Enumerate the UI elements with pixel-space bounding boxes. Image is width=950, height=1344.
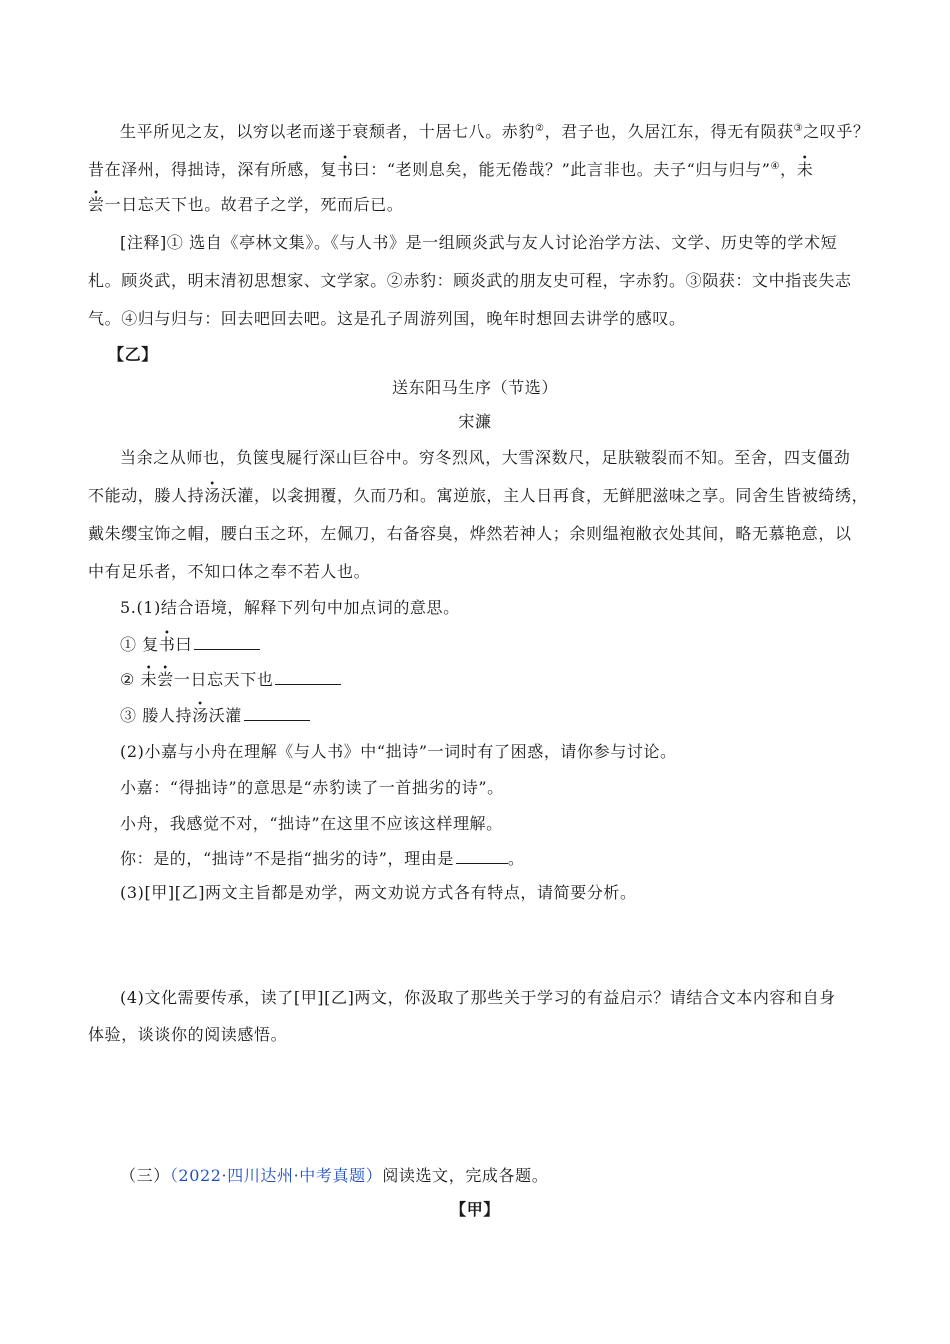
dotted-word: 未	[140, 670, 158, 689]
yi-author: 宋濂	[458, 412, 492, 431]
q5-xiaojia: 小嘉：“得拙诗”的意思是“赤豹读了一首拙劣的诗”。	[120, 778, 504, 797]
dotted-word: 书	[158, 635, 176, 654]
source-tag: （2022·四川达州·中考真题）	[169, 1166, 383, 1185]
dotted-word: 汤	[192, 706, 209, 725]
yi-label: 【乙】	[108, 345, 158, 364]
yi-title: 送东阳马生序（节选）	[391, 378, 558, 397]
passage-jia-line-1: 生平所见之友，以穷以老而遂于衰颓者，十居七八。赤豹②，君子也，久居江东，得无有陨获③之叹乎？	[120, 122, 870, 141]
q5-item-1: ① 复书曰	[120, 634, 862, 656]
notes-line-2: 札。顾炎武，明末清初思想家、文学家。②赤豹：顾炎武的朋友史可程，字赤豹。③陨获：文中指丧失志	[88, 271, 852, 290]
answer-blank[interactable]	[194, 635, 260, 650]
q5-part-4-line-1: (4)文化需要传承，读了[甲][乙]两文，你汲取了那些关于学习的有益启示？请结合文本内容和自身	[120, 988, 836, 1007]
dotted-word: 书	[337, 160, 354, 179]
answer-blank[interactable]	[275, 670, 341, 685]
q5-item-3: ③ 媵人持汤沃灌	[120, 705, 862, 727]
answer-blank[interactable]	[456, 849, 508, 864]
notes-line-3: 气。④归与归与：回去吧回去吧。这是孔子周游列国，晚年时想回去讲学的感叹。	[88, 309, 686, 328]
q5-xiaozhou: 小舟，我感觉不对，“拙诗”在这里不应该这样理解。	[120, 814, 503, 833]
q5-stem: 5.(1)结合语境，解释下列句中加点词的意思。	[120, 598, 460, 617]
dotted-word: 尝	[88, 195, 105, 214]
q5-part-3: (3)[甲][乙]两文主旨都是劝学，两文劝说方式各有特点，请简要分析。	[120, 883, 637, 902]
section-3-heading: （三）（2022·四川达州·中考真题）阅读选文，完成各题。	[120, 1166, 549, 1185]
q5-you: 你：是的，“拙诗”不是指“拙劣的诗”，理由是 。	[120, 849, 525, 868]
q5-item-2: ② 未尝一日忘天下也	[120, 669, 862, 691]
passage-yi-line-4: 中有足乐者，不知口体之奉不若人也。	[88, 562, 371, 581]
q5-part-4-line-2: 体验，谈谈你的阅读感悟。	[88, 1025, 288, 1044]
answer-blank[interactable]	[244, 706, 310, 721]
passage-yi-line-3: 戴朱缨宝饰之帽，腰白玉之环，左佩刀，右备容臭，烨然若神人；余则缊袍敝衣处其间，略无慕艳意，以	[88, 524, 852, 543]
dotted-word: 未	[796, 160, 814, 179]
dotted-word: 汤	[204, 486, 221, 505]
q5-part-2-stem: (2)小嘉与小舟在理解《与人书》中“拙诗”一词时有了困惑，请你参与讨论。	[120, 742, 677, 761]
section-3-jia-label: 【甲】	[450, 1200, 500, 1219]
passage-jia-line-2: 昔在泽州，得拙诗，深有所感，复书曰：“老则息矣，能无倦哉？”此言非也。夫子“归与归与”④，未	[88, 160, 814, 179]
passage-jia-line-3: 尝一日忘天下也。故君子之学，死而后已。	[88, 195, 404, 214]
passage-yi-line-1: 当余之从师也，负箧曳屣行深山巨谷中。穷冬烈风，大雪深数尺，足肤皲裂而不知。至舍，四支僵劲	[120, 448, 851, 467]
notes-line-1: [注释]① 选自《亭林文集》。《与人书》是一组顾炎武与友人讨论治学方法、文学、历史等的学术短	[120, 233, 838, 252]
passage-yi-line-2: 不能动，媵人持汤沃灌，以衾拥覆，久而乃和。寓逆旅，主人日再食，无鲜肥滋味之享。同舍生皆被绮绣，	[88, 486, 869, 505]
dotted-word: 尝	[157, 670, 174, 689]
